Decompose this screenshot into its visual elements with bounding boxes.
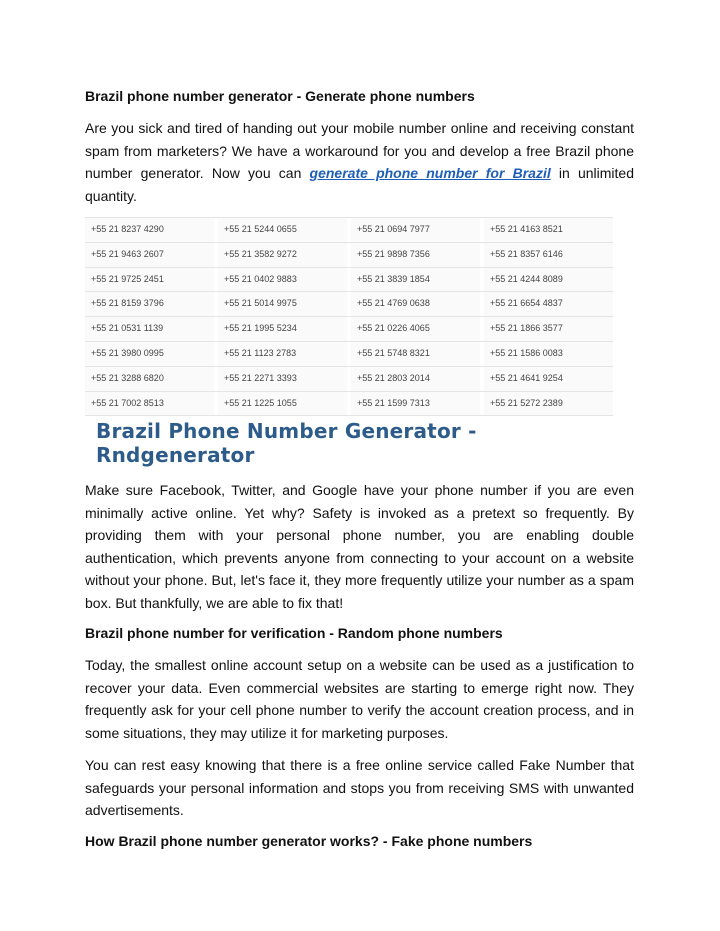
phone-number-cell: +55 21 1123 2783 (218, 342, 351, 366)
phone-number-cell: +55 21 1586 0083 (484, 342, 613, 366)
phone-number-cell: +55 21 5272 2389 (484, 392, 613, 416)
phone-number-cell: +55 21 4244 8089 (484, 268, 613, 292)
phone-number-cell: +55 21 4163 8521 (484, 218, 613, 242)
heading-generate-phone-numbers: Brazil phone number generator - Generate phone numbers (85, 88, 475, 104)
phone-number-cell: +55 21 1225 1055 (218, 392, 351, 416)
phone-number-cell: +55 21 1995 5234 (218, 317, 351, 341)
phone-number-cell: +55 21 9725 2451 (85, 268, 218, 292)
phone-number-cell: +55 21 4641 9254 (484, 367, 613, 391)
phone-number-cell: +55 21 9898 7356 (351, 243, 484, 267)
intro-text-after: in unlimited quantity. (85, 165, 634, 204)
document-page (85, 87, 634, 862)
generate-phone-number-link[interactable]: generate phone number for Brazil (309, 165, 551, 181)
phone-number-cell: +55 21 2271 3393 (218, 367, 351, 391)
phone-number-cell: +55 21 3288 6820 (85, 367, 218, 391)
phone-number-cell: +55 21 5014 9975 (218, 292, 351, 316)
phone-number-cell: +55 21 5244 0655 (218, 218, 351, 242)
phone-generator-image (85, 217, 613, 467)
fake-number-paragraph: You can rest easy knowing that there is a free online service called Fake Number that safeguards your personal information and stops you from receiving SMS with unwanted advertisements. (85, 757, 634, 819)
table-row (85, 317, 613, 342)
intro-paragraph (85, 117, 634, 207)
banner-title: Brazil Phone Number Generator - Rndgenerator (96, 419, 477, 468)
phone-number-cell: +55 21 3980 0995 (85, 342, 218, 366)
phone-number-cell: +55 21 8357 6146 (484, 243, 613, 267)
phone-number-cell: +55 21 9463 2607 (85, 243, 218, 267)
phone-number-cell: +55 21 8159 3796 (85, 292, 218, 316)
phone-number-cell: +55 21 7002 8513 (85, 392, 218, 416)
phone-number-cell: +55 21 0694 7977 (351, 218, 484, 242)
heading-how-it-works: How Brazil phone number generator works? - Fake phone numbers (85, 832, 533, 849)
safety-paragraph: Make sure Facebook, Twitter, and Google have your phone number if you are even minimally active online. Yet why? Safety is invoked as a pretext so frequently. By providing them with your personal phone number, you are enabling double authentication, which prevents anyone from connecting to your account on a website without your phone. But, let's face it, they more frequently utilize your number as a spam box. But thankfully, we are able to fix that! (85, 482, 634, 611)
phone-number-cell: +55 21 8237 4290 (85, 218, 218, 242)
phone-number-cell: +55 21 5748 8321 (351, 342, 484, 366)
table-row (85, 367, 613, 392)
table-row (85, 292, 613, 317)
phone-number-cell: +55 21 0226 4065 (351, 317, 484, 341)
table-row (85, 218, 613, 243)
phone-number-table (85, 217, 613, 416)
phone-number-cell: +55 21 6654 4837 (484, 292, 613, 316)
table-row (85, 243, 613, 268)
phone-number-cell: +55 21 4769 0638 (351, 292, 484, 316)
intro-text-before: Are you sick and tired of handing out your mobile number online and receiving constant spam from marketers? We have a workaround for you and develop a free Brazil phone number generator. Now you can (85, 120, 634, 181)
phone-number-cell: +55 21 0531 1139 (85, 317, 218, 341)
phone-number-cell: +55 21 3839 1854 (351, 268, 484, 292)
phone-number-cell: +55 21 1599 7313 (351, 392, 484, 416)
phone-number-cell: +55 21 2803 2014 (351, 367, 484, 391)
phone-number-cell: +55 21 0402 9883 (218, 268, 351, 292)
table-row (85, 342, 613, 367)
phone-number-cell: +55 21 1866 3577 (484, 317, 613, 341)
phone-number-cell: +55 21 3582 9272 (218, 243, 351, 267)
table-row (85, 268, 613, 293)
verification-paragraph: Today, the smallest online account setup on a website can be used as a justification to recover your data. Even commercial websites are starting to emerge right now. They frequently ask for your cell phone number to verify the account creation process, and in some situations, they may utilize it for marketing purposes. (85, 657, 634, 741)
table-row (85, 392, 613, 417)
heading-verification: Brazil phone number for verification - Random phone numbers (85, 625, 503, 642)
